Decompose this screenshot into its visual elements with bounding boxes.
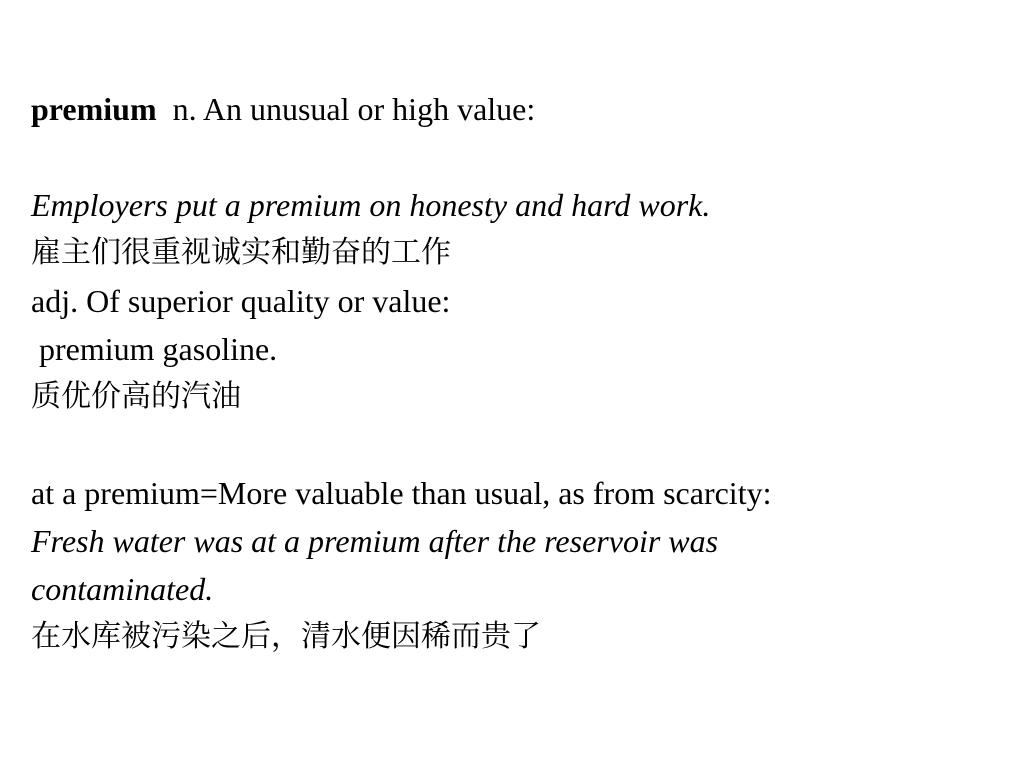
noun-definition-line: [31, 85, 1001, 133]
idiom-example-translation: 在水库被污染之后，清水便因稀而贵了: [31, 619, 541, 654]
idiom-example-line-1: Fresh water was at a premium after the reservoir was: [31, 523, 719, 559]
spacer: [31, 421, 1001, 469]
adj-example: premium gasoline.: [31, 331, 278, 367]
dictionary-entry: [31, 85, 1001, 661]
headword: premium: [31, 91, 157, 127]
idiom-definition: at a premium=More valuable than usual, as from scarcity:: [31, 475, 772, 511]
noun-example-translation: 雇主们很重视诚实和勤奋的工作: [31, 235, 451, 270]
adj-definition: adj. Of superior quality or value:: [31, 283, 451, 319]
idiom-example-line-2: contaminated.: [31, 571, 214, 607]
spacer: [31, 133, 1001, 181]
adj-example-translation: 质优价高的汽油: [31, 379, 241, 414]
noun-example: Employers put a premium on honesty and hard work.: [31, 187, 711, 223]
noun-definition: n. An unusual or high value:: [172, 91, 536, 127]
